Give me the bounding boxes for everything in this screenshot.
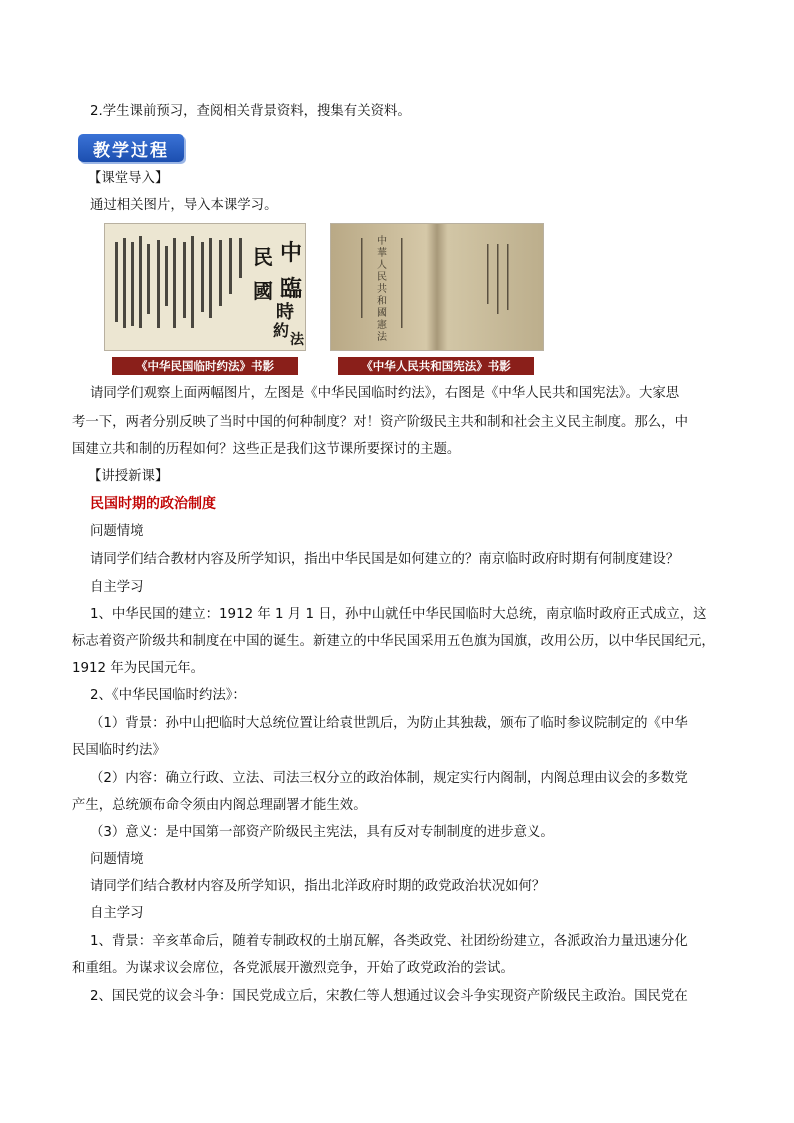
intro-line: 通过相关图片，导入本课学习。	[90, 198, 278, 213]
provisional-constitution-image	[105, 224, 305, 350]
kmt-struggle-line: 2、国民党的议会斗争：国民党成立后，宋教仁等人想通过议会斗争实现资产阶级民主政治。国民党在	[90, 989, 688, 1004]
point1-line-1: 1、中华民国的建立：1912 年 1 月 1 日，孙中山就任中华民国临时大总统，南京临时政府正式成立，这	[90, 607, 707, 622]
svg-text:時: 時	[276, 302, 294, 323]
svg-text:國: 國	[253, 279, 273, 303]
svg-text:民: 民	[253, 245, 273, 269]
figure-provisional-constitution	[104, 223, 306, 351]
point1-line-2: 标志着资产阶级共和制度在中国的诞生。新建立的中华民国采用五色旗为国旗，改用公历，以中华民国纪元，	[72, 634, 715, 649]
svg-text:華: 華	[377, 248, 387, 259]
prc-constitution-image	[331, 224, 543, 350]
point2-background-line-1: （1）背景：孙中山把临时大总统位置让给袁世凯后，为防止其独裁，颁布了临时参议院制定的《中华	[90, 716, 688, 731]
svg-text:和: 和	[377, 296, 387, 307]
question-label-2: 问题情境	[90, 852, 144, 867]
point2-meaning: （3）意义：是中国第一部资产阶级民主宪法，具有反对专制制度的进步意义。	[90, 825, 554, 840]
svg-text:法: 法	[377, 332, 387, 343]
self-study-label-2: 自主学习	[90, 906, 144, 921]
point1-line-3: 1912 年为民国元年。	[72, 661, 205, 676]
point2-background-line-2: 民国临时约法》	[72, 743, 166, 758]
section-title: 民国时期的政治制度	[90, 496, 216, 512]
intro-paragraph-line-3: 国建立共和制的历程如何？这些正是我们这节课所要探讨的主题。	[72, 442, 461, 457]
svg-text:國: 國	[377, 308, 387, 319]
prep-item-2: 2.学生课前预习，查阅相关背景资料，搜集有关资料。	[90, 104, 411, 119]
title-char-zhong: 中	[279, 240, 303, 266]
svg-text:法: 法	[290, 332, 304, 348]
question-text-2: 请同学们结合教材内容及所学知识，指出北洋政府时期的政党政治状况如何？	[90, 879, 546, 894]
svg-text:憲: 憲	[377, 320, 387, 331]
svg-text:人: 人	[377, 260, 387, 271]
point2-content-line-1: （2）内容：确立行政、立法、司法三权分立的政治体制，规定实行内阁制，内阁总理由议会的多数党	[90, 771, 688, 786]
question-label-1: 问题情境	[90, 524, 144, 539]
background2-line-2: 和重组。为谋求议会席位，各党派展开激烈竞争，开始了政党政治的尝试。	[72, 961, 514, 976]
svg-text:中: 中	[377, 236, 387, 247]
new-lesson-header: 【讲授新课】	[88, 469, 169, 484]
svg-text:民: 民	[377, 272, 387, 283]
section-badge: 教学过程	[78, 134, 184, 162]
figure-caption-right: 《中华人民共和国宪法》书影	[338, 357, 534, 375]
point2-title: 2、《中华民国临时约法》：	[90, 688, 246, 703]
background2-line-1: 1、背景：辛亥革命后，随着专制政权的土崩瓦解，各类政党、社团纷纷建立，各派政治力量迅速分化	[90, 934, 688, 949]
svg-text:共: 共	[377, 284, 387, 295]
point2-content-line-2: 产生，总统颁布命令须由内阁总理副署才能生效。	[72, 798, 367, 813]
figure-caption-left: 《中华民国临时约法》书影	[112, 357, 298, 375]
svg-text:臨: 臨	[279, 276, 303, 302]
question-text-1: 请同学们结合教材内容及所学知识，指出中华民国是如何建立的？南京临时政府时期有何制度建设？	[90, 552, 680, 567]
intro-header: 【课堂导入】	[88, 171, 169, 186]
figure-prc-constitution	[330, 223, 544, 351]
self-study-label-1: 自主学习	[90, 580, 144, 595]
svg-text:約: 約	[272, 321, 290, 340]
intro-paragraph-line-1: 请同学们观察上面两幅图片，左图是《中华民国临时约法》，右图是《中华人民共和国宪法》。大家思	[90, 386, 680, 401]
intro-paragraph-line-2: 考一下，两者分别反映了当时中国的何种制度？对！资产阶级民主共和制和社会主义民主制度。那么，中	[72, 415, 688, 430]
